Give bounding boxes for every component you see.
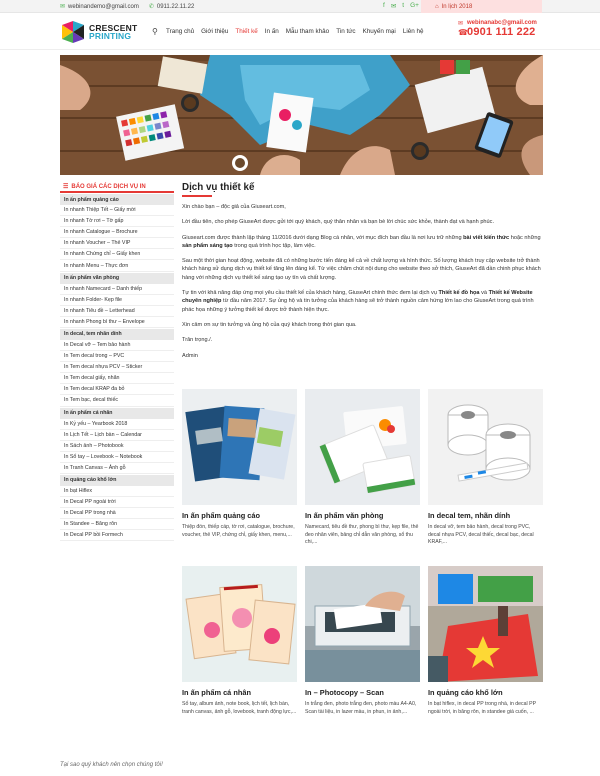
- sidebar-item[interactable]: In Sổ tay – Lovebook – Notebook: [60, 452, 174, 463]
- top-email[interactable]: ✉ webinandemo@gmail.com: [60, 3, 139, 10]
- phone-icon: ✆: [148, 4, 154, 10]
- card-description: In bạt hiflex, in decal PP trong nhà, in decal PP ngoài trời, in băng rôn, in standee giá cuốn, ...: [428, 701, 536, 715]
- sidebar-item[interactable]: In nhanh Catalogue – Brochure: [60, 227, 174, 238]
- mail-icon: ✉: [60, 4, 66, 10]
- growth-paragraph: Sau một thời gian hoạt động, website đã có những bước tiến đáng kể cả về chất lượng và hình thức. Số lượng khách truy cập website trở thành khách hàng sử dụng dịch vụ thiết kế tăng lên đáng kể. Từ việc chăm chút nội dung cho website theo sở thích, GiuseArt đã dần chinh phục khách hàng với những dịch vụ thiết kế sáng tạo uy tín và chất lượng.: [182, 258, 541, 281]
- sidebar-item[interactable]: In bạt Hiflex: [60, 486, 174, 497]
- sidebar-item[interactable]: In nhanh Folder- Kẹp file: [60, 295, 174, 306]
- logo-mark-icon: [60, 19, 86, 45]
- sidebar-item[interactable]: In Tem decal nhựa PCV – Sticker: [60, 362, 174, 373]
- sidebar-item[interactable]: In Sách ảnh – Photobook: [60, 441, 174, 452]
- service-card[interactable]: [182, 389, 297, 539]
- facebook-icon[interactable]: f: [383, 2, 385, 9]
- brochure-image: [182, 389, 297, 505]
- nav-item-printing[interactable]: In ấn: [264, 28, 279, 35]
- sidebar-item[interactable]: In Tem bạc, decal thiếc: [60, 395, 174, 406]
- sidebar-item[interactable]: In Tranh Canvas – Ảnh gỗ: [60, 463, 174, 474]
- nav-item-home[interactable]: Trang chủ: [166, 28, 195, 35]
- top-phone[interactable]: ✆ 0911.22.11.22: [148, 3, 195, 10]
- promo-link[interactable]: ⌂ In lịch 2018: [421, 0, 542, 13]
- card-description: Thiệp đón, thiếp cáp, tờ rơi, catalogue, brochure, voucher, thẻ VIP, chứng chỉ, giấy khen, menu,...: [182, 524, 295, 538]
- closing-text: Trân trọng./.: [182, 337, 213, 344]
- list-icon: ☰: [63, 184, 69, 190]
- intro-paragraph: Lời đầu tiên, cho phép GiuseArt được gửi tới quý khách, quý thân nhân và bạn bè lời chúc sức khỏe, thành đạt và hạnh phúc.: [182, 219, 495, 226]
- sidebar-item[interactable]: In Tem decal trong – PVC: [60, 351, 174, 362]
- sidebar-item[interactable]: In nhanh Menu – Thực đơn: [60, 260, 174, 271]
- card-title: In – Photocopy – Scan: [305, 688, 384, 697]
- sidebar-heading: ☰ BÁO GIÁ CÁC DỊCH VỤ IN: [60, 182, 174, 193]
- nav-item-promotions[interactable]: Khuyến mại: [362, 28, 396, 35]
- sidebar-item[interactable]: In Tem decal KRAP đa bỏ: [60, 384, 174, 395]
- nav-item-about[interactable]: Giới thiệu: [201, 28, 229, 35]
- mail-badge-icon: ✉: [458, 21, 464, 27]
- logo[interactable]: CRESCENT PRINTING: [60, 19, 137, 45]
- header: [0, 13, 600, 50]
- card-description: Sổ tay, album ảnh, note book, lịch tết, lịch bàn, tranh canvas, ảnh gỗ, lovebook, tranh động lực,...: [182, 701, 297, 715]
- title-underline: [182, 195, 212, 197]
- thanks-paragraph: Xin cảm ơn sự tin tưởng và ủng hộ của quý khách trong thời gian qua.: [182, 321, 357, 328]
- hero-banner: [60, 55, 543, 175]
- author-text: Admin: [182, 352, 198, 359]
- sidebar-list: [60, 194, 174, 541]
- sidebar-category[interactable]: In quảng cáo khổ lớn: [60, 475, 174, 486]
- hero-image: [60, 55, 543, 175]
- calendar-image: [182, 566, 297, 682]
- main-nav: [166, 28, 424, 35]
- hotline[interactable]: ✉ webinanabc@gmail.com ☎ 0901 111 222: [458, 20, 537, 38]
- sidebar-item[interactable]: In Lịch Tết – Lịch bàn – Calendar: [60, 430, 174, 441]
- sidebar-category[interactable]: In decal, tem nhãn dính: [60, 329, 174, 340]
- history-paragraph: Giuseart.com được thành lập tháng 11/2016 dưới dạng Blog cá nhân, với mục đích ban đầu là nơi lưu trữ những bài viết kiến thức hoặc những sản phẩm sáng tạo trong quá trình học tập, làm việc.: [182, 234, 541, 249]
- social-links: [383, 2, 419, 10]
- main-content: [182, 182, 543, 367]
- service-card[interactable]: [305, 566, 420, 716]
- top-bar: [0, 0, 600, 13]
- card-description: In decal vỡ, tem bảo hành, decal trong PVC, decal nhựa PCV, decal thiếc, decal bạc, decal KRAF,...: [428, 524, 534, 546]
- sidebar-item[interactable]: In Kỷ yếu – Yearbook 2018: [60, 419, 174, 430]
- sidebar-category[interactable]: In ấn phẩm quảng cáo: [60, 194, 174, 205]
- sidebar-item[interactable]: In nhanh Namecard – Danh thiếp: [60, 284, 174, 295]
- card-title: In ấn phẩm văn phòng: [305, 511, 384, 520]
- namecard-image: [305, 389, 420, 505]
- sidebar-item[interactable]: In nhanh Chứng chỉ – Giấy khen: [60, 249, 174, 260]
- service-card[interactable]: [428, 389, 543, 547]
- card-title: In decal tem, nhãn dính: [428, 511, 511, 520]
- home-icon: ⌂: [435, 3, 439, 10]
- sidebar-item[interactable]: In Standee – Băng rôn: [60, 519, 174, 530]
- card-title: In quảng cáo khổ lớn: [428, 688, 503, 697]
- sidebar-item[interactable]: In nhanh Tiêu đề – Letterhead: [60, 306, 174, 317]
- sidebar-item[interactable]: In Decal PP ngoài trời: [60, 497, 174, 508]
- card-description: In trắng đen, photo trắng đen, photo màu A4-A0, Scan tài liệu, in lazer màu, in phun, in ảnh,...: [305, 701, 417, 715]
- footer-tagline: Tại sao quý khách nên chọn chúng tôi!: [60, 762, 163, 768]
- greeting-paragraph: Xin chào bạn – độc giả của Giuseart.com,: [182, 204, 286, 210]
- sidebar-category[interactable]: In ấn phẩm cá nhân: [60, 408, 174, 419]
- email-social-icon[interactable]: ✉: [390, 3, 397, 10]
- photocopy-image: [305, 566, 420, 682]
- card-description: Namecard, tiêu đề thư, phong bì thư, kẹp file, thẻ đeo nhân viên, bảng chỉ dẫn văn phòng, sổ thu chi,...: [305, 524, 419, 546]
- phone-badge-icon: ☎: [458, 28, 468, 37]
- sticker-roll-image: [428, 389, 543, 505]
- sidebar: [60, 182, 174, 541]
- card-title: In ấn phẩm cá nhân: [182, 688, 251, 697]
- sidebar-item[interactable]: In nhanh Thiệp Tết – Giấy mời: [60, 205, 174, 216]
- sidebar-item[interactable]: In Decal PP bồi Formech: [60, 530, 174, 541]
- large-format-image: [428, 566, 543, 682]
- google-plus-icon[interactable]: G+: [410, 2, 419, 9]
- twitter-icon[interactable]: t: [402, 2, 405, 9]
- nav-item-contact[interactable]: Liên hệ: [402, 28, 424, 35]
- nav-item-samples[interactable]: Mẫu tham khảo: [285, 28, 330, 35]
- service-card[interactable]: [428, 566, 543, 716]
- nav-item-news[interactable]: Tin tức: [336, 28, 356, 35]
- sidebar-item[interactable]: In Decal vỡ – Tem bảo hành: [60, 340, 174, 351]
- search-icon[interactable]: ⚲: [152, 27, 158, 36]
- sidebar-item[interactable]: In Decal PP trong nhà: [60, 508, 174, 519]
- sidebar-item[interactable]: In nhanh Voucher – Thẻ VIP: [60, 238, 174, 249]
- sidebar-category[interactable]: In ấn phẩm văn phòng: [60, 273, 174, 284]
- service-card[interactable]: [305, 389, 420, 547]
- services-paragraph: Tự tin với khả năng đáp ứng mọi yêu cầu thiết kế của khách hàng, GiuseArt chính thức đem lại dịch vụ Thiết kế đồ họa và Thiết kế Website chuyên nghiệp từ đầu năm 2017. Sự ủng hộ và tin tưởng của khách hàng sẽ trở thành nguồn cảm hứng lớn lao cho GiuseArt trong quá trình phác họa những ý tưởng thiết kế được trở thành hiện thực.: [182, 290, 534, 313]
- nav-item-design[interactable]: Thiết kế: [235, 28, 258, 35]
- sidebar-item[interactable]: In nhanh Tờ rơi – Tờ gấp: [60, 216, 174, 227]
- card-title: In ấn phẩm quảng cáo: [182, 511, 261, 520]
- sidebar-item[interactable]: In nhanh Phong bì thư – Envelope: [60, 317, 174, 328]
- page-title: Dịch vụ thiết kế: [182, 182, 255, 193]
- sidebar-item[interactable]: In Tem decal giấy, nhãn: [60, 373, 174, 384]
- service-card[interactable]: [182, 566, 297, 716]
